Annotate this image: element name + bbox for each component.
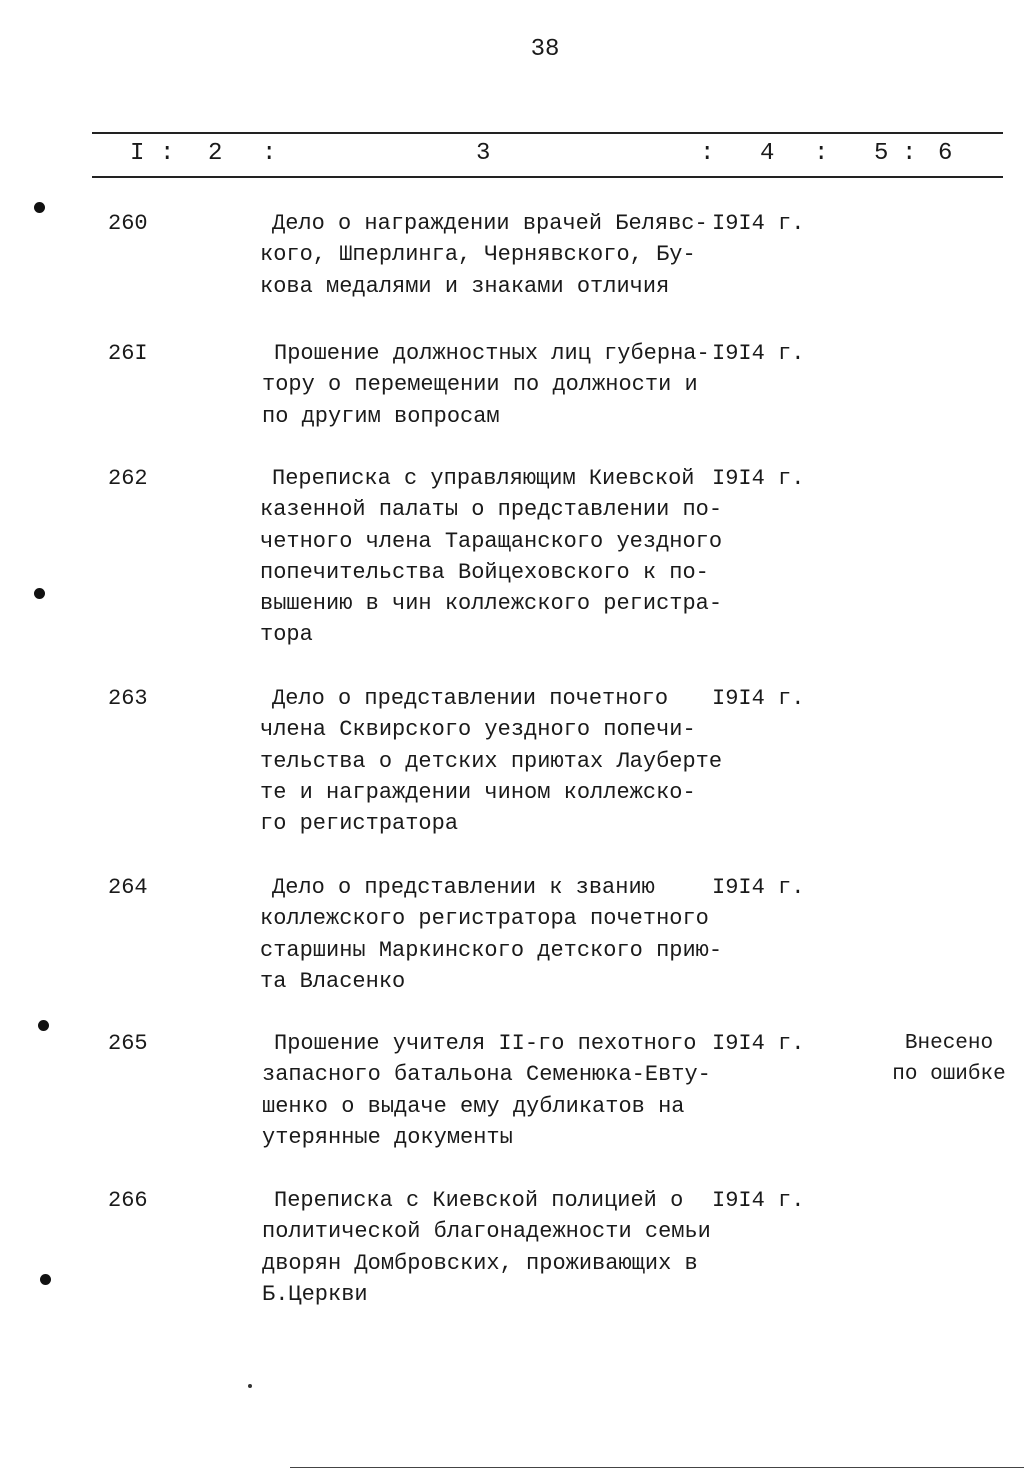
record-title-line: дворян Домбровских, проживающих в: [262, 1250, 698, 1276]
record-title-line: четного члена Таращанского уездного: [260, 528, 723, 554]
record-title: [260, 872, 732, 997]
column-header-2: 2: [208, 140, 223, 167]
record-title-line: Прошение учителя II-го пехотного: [274, 1031, 697, 1056]
record-title: [262, 1028, 734, 1153]
record-year: I9I4 г.: [712, 1188, 805, 1213]
record-number: 260: [108, 211, 148, 236]
record-note: [884, 1028, 1014, 1090]
column-separator: :: [902, 140, 917, 167]
record-title-line: Переписка с управляющим Киевской: [272, 466, 695, 491]
record-title-line: кова медалями и знаками отличия: [260, 273, 670, 299]
record-title-line: казенной палаты о представлении по-: [260, 497, 723, 523]
record-title-line: по другим вопросам: [262, 403, 500, 429]
record-title-line: утерянные документы: [262, 1124, 513, 1150]
column-separator: :: [262, 140, 277, 167]
column-separator: :: [160, 140, 175, 167]
record-number: 262: [108, 466, 148, 491]
record-title-line: тору о перемещении по должности и: [262, 372, 698, 398]
column-header-4: 4: [760, 140, 775, 167]
column-header-6: 6: [938, 140, 953, 167]
record-title-line: Дело о награждении врачей Белявс-: [272, 211, 708, 236]
record-title-line: шенко о выдаче ему дубликатов на: [262, 1093, 685, 1119]
record-number: 264: [108, 875, 148, 900]
record-title: [260, 683, 732, 839]
record-title-line: Переписка с Киевской полицией о: [274, 1188, 684, 1213]
record-number: 265: [108, 1031, 148, 1056]
record-year: I9I4 г.: [712, 211, 805, 236]
column-separator: :: [700, 140, 715, 167]
punch-hole-mark: [40, 1274, 51, 1285]
record-title-line: члена Сквирского уездного попечи-: [260, 717, 696, 743]
record-title: [260, 208, 732, 302]
scan-speck: [248, 1384, 252, 1388]
record-number: 263: [108, 686, 148, 711]
record-title-line: тельства о детских приютах Лауберте: [260, 748, 723, 774]
punch-hole-mark: [34, 588, 45, 599]
record-title: [260, 463, 732, 651]
record-title-line: старшины Маркинского детского прию-: [260, 937, 723, 963]
record-year: I9I4 г.: [712, 341, 805, 366]
record-title-line: го регистратора: [260, 811, 459, 837]
column-header-1: I: [130, 140, 145, 167]
record-year: I9I4 г.: [712, 1031, 805, 1056]
record-title-line: запасного батальона Семенюка-Евту-: [262, 1062, 711, 1088]
record-title-line: Б.Церкви: [262, 1281, 368, 1307]
column-header-3: 3: [476, 140, 491, 167]
column-header-5: 5: [874, 140, 889, 167]
record-title-line: Прошение должностных лиц губерна-: [274, 341, 710, 366]
punch-hole-mark: [38, 1020, 49, 1031]
header-bottom-rule: [92, 176, 1003, 178]
record-title-line: коллежского регистратора почетного: [260, 906, 709, 932]
record-title-line: вышению в чин коллежского регистра-: [260, 591, 723, 617]
record-title-line: те и награждении чином коллежско-: [260, 779, 696, 805]
record-title: [262, 338, 734, 432]
record-number: 266: [108, 1188, 148, 1213]
punch-hole-mark: [34, 202, 45, 213]
record-title-line: политической благонадежности семьи: [262, 1219, 711, 1245]
record-title-line: Дело о представлении к званию: [272, 875, 655, 900]
record-number: 26I: [108, 341, 148, 366]
page-number: 38: [530, 36, 560, 63]
record-title-line: попечительства Войцеховского к по-: [260, 559, 709, 585]
record-note-line: Внесено: [904, 1032, 994, 1055]
record-year: I9I4 г.: [712, 875, 805, 900]
column-separator: :: [814, 140, 829, 167]
record-year: I9I4 г.: [712, 686, 805, 711]
record-title-line: тора: [260, 622, 313, 648]
record-title-line: та Власенко: [260, 968, 406, 994]
record-title-line: Дело о представлении почетного: [272, 686, 669, 711]
record-note-line: по ошибке: [892, 1063, 1006, 1086]
record-title: [262, 1185, 734, 1310]
record-title-line: кого, Шперлинга, Чернявского, Бу-: [260, 242, 696, 268]
record-year: I9I4 г.: [712, 466, 805, 491]
page-bottom-rule: [290, 1467, 1024, 1468]
table-top-rule: [92, 132, 1003, 134]
